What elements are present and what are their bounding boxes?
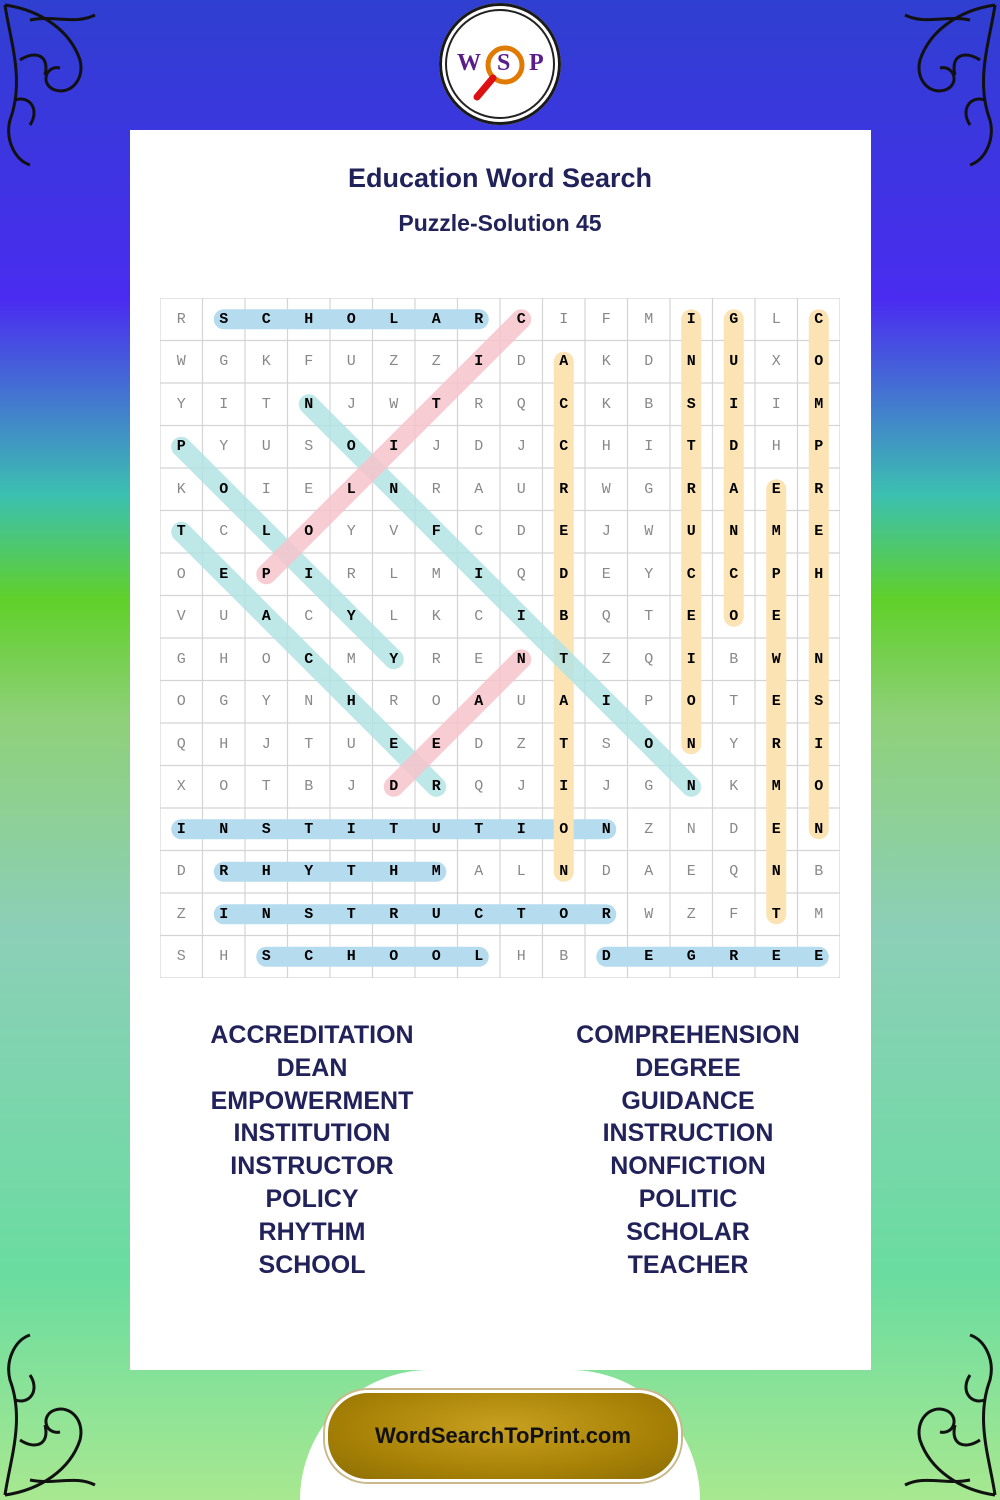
grid-cell[interactable]: U: [516, 693, 526, 711]
grid-cell[interactable]: C: [304, 650, 314, 668]
grid-cell[interactable]: Y: [304, 863, 314, 881]
word-list-item: COMPREHENSION: [576, 1021, 800, 1049]
grid-cell[interactable]: P: [814, 438, 824, 456]
puzzle-subtitle: Puzzle-Solution 45: [398, 210, 602, 236]
grid-cell[interactable]: L: [516, 863, 526, 881]
grid-cell[interactable]: Y: [219, 438, 229, 456]
grid-cell[interactable]: B: [729, 650, 739, 668]
grid-cell[interactable]: C: [559, 438, 569, 456]
grid-cell[interactable]: F: [729, 905, 739, 923]
grid-cell[interactable]: A: [559, 693, 569, 711]
word-list-item: POLICY: [265, 1184, 359, 1213]
grid-cell[interactable]: K: [261, 353, 271, 371]
grid-cell[interactable]: C: [304, 948, 314, 966]
grid-cell[interactable]: W: [644, 905, 654, 923]
grid-cell[interactable]: T: [304, 820, 314, 838]
grid-cell[interactable]: T: [474, 820, 484, 838]
grid-cell[interactable]: H: [389, 863, 399, 881]
grid-cell[interactable]: E: [771, 480, 781, 498]
grid-cell[interactable]: O: [814, 778, 824, 796]
grid-cell[interactable]: M: [431, 863, 441, 881]
grid-cell[interactable]: R: [474, 310, 484, 328]
grid-cell[interactable]: T: [261, 778, 271, 796]
grid-cell[interactable]: I: [686, 310, 696, 328]
grid-cell[interactable]: R: [729, 948, 739, 966]
grid-cell[interactable]: E: [601, 565, 611, 583]
grid-cell[interactable]: E: [771, 608, 781, 626]
grid-cell[interactable]: H: [771, 438, 781, 456]
grid-cell[interactable]: F: [431, 523, 441, 541]
grid-cell[interactable]: O: [729, 608, 739, 626]
grid-cell[interactable]: E: [431, 735, 441, 753]
grid-cell[interactable]: R: [431, 480, 441, 498]
grid-cell[interactable]: M: [814, 905, 824, 923]
word-list-item: INSTRUCTION: [602, 1119, 774, 1148]
grid-cell[interactable]: B: [814, 863, 824, 881]
grid-cell[interactable]: U: [219, 608, 229, 626]
grid-cell[interactable]: D: [729, 438, 739, 456]
grid-cell[interactable]: C: [474, 905, 484, 923]
grid-cell[interactable]: G: [644, 480, 654, 498]
grid-cell[interactable]: W: [644, 523, 654, 541]
grid-cell[interactable]: Z: [389, 353, 399, 371]
grid-cell[interactable]: R: [431, 778, 441, 796]
grid-cell[interactable]: B: [559, 948, 569, 966]
grid-cell[interactable]: J: [516, 778, 526, 796]
grid-cell[interactable]: D: [389, 778, 399, 796]
grid-cell[interactable]: O: [261, 650, 271, 668]
grid-cell[interactable]: Y: [176, 395, 186, 413]
grid-cell[interactable]: S: [304, 438, 314, 456]
word-list-item: DEAN: [276, 1053, 348, 1082]
grid-cell[interactable]: N: [686, 820, 696, 838]
grid-cell[interactable]: Y: [346, 523, 356, 541]
grid-cell[interactable]: T: [431, 395, 441, 413]
grid-cell[interactable]: G: [176, 650, 186, 668]
grid-cell[interactable]: U: [686, 523, 696, 541]
grid-cell[interactable]: N: [389, 480, 399, 498]
grid-cell[interactable]: S: [219, 310, 229, 328]
grid-cell[interactable]: I: [559, 778, 569, 796]
word-list-item: EMPOWERMENT: [210, 1086, 414, 1115]
word-list-item: TEACHER: [627, 1250, 749, 1279]
grid-cell[interactable]: M: [431, 565, 441, 583]
word-list-item: DEGREE: [635, 1053, 741, 1082]
grid-cell[interactable]: H: [219, 735, 229, 753]
grid-cell[interactable]: A: [474, 480, 484, 498]
grid-cell[interactable]: T: [304, 735, 314, 753]
grid-cell[interactable]: I: [516, 608, 526, 626]
grid-cell[interactable]: R: [219, 863, 229, 881]
grid-cell[interactable]: R: [686, 480, 696, 498]
logo-letter-s: S: [497, 50, 511, 76]
grid-cell[interactable]: H: [219, 948, 229, 966]
grid-cell[interactable]: G: [729, 310, 739, 328]
grid-cell[interactable]: N: [814, 650, 824, 668]
grid-cell[interactable]: T: [516, 905, 526, 923]
grid-cell[interactable]: D: [516, 353, 526, 371]
grid-cell[interactable]: Q: [601, 608, 611, 626]
grid-cell[interactable]: B: [304, 778, 314, 796]
grid-cell[interactable]: Y: [729, 735, 739, 753]
grid-cell[interactable]: A: [261, 608, 271, 626]
grid-cell[interactable]: K: [729, 778, 739, 796]
grid-cell[interactable]: S: [304, 905, 314, 923]
grid-cell[interactable]: A: [431, 310, 441, 328]
grid-cell[interactable]: R: [814, 480, 824, 498]
grid-cell[interactable]: S: [176, 948, 186, 966]
grid-cell[interactable]: N: [261, 905, 271, 923]
grid-cell[interactable]: W: [601, 480, 611, 498]
grid-cell[interactable]: O: [346, 310, 356, 328]
grid-cell[interactable]: I: [346, 820, 356, 838]
grid-cell[interactable]: I: [814, 735, 824, 753]
site-link-label: WordSearchToPrint.com: [375, 1423, 631, 1448]
grid-cell[interactable]: A: [729, 480, 739, 498]
grid-cell[interactable]: J: [346, 395, 356, 413]
grid-cell[interactable]: L: [771, 310, 781, 328]
corner-ornament-bottom-right: [850, 1330, 1000, 1500]
grid-cell[interactable]: L: [261, 523, 271, 541]
grid-cell[interactable]: I: [559, 310, 569, 328]
grid-cell[interactable]: Y: [644, 565, 654, 583]
grid-cell[interactable]: U: [346, 353, 356, 371]
grid-cell[interactable]: A: [559, 353, 569, 371]
grid-cell[interactable]: H: [601, 438, 611, 456]
word-list-item: ACCREDITATION: [210, 1021, 414, 1049]
grid-cell[interactable]: K: [176, 480, 186, 498]
grid-cell[interactable]: Z: [176, 905, 186, 923]
grid-cell[interactable]: I: [644, 438, 654, 456]
grid-cell[interactable]: T: [346, 863, 356, 881]
grid-cell[interactable]: S: [814, 693, 824, 711]
grid-cell[interactable]: F: [601, 310, 611, 328]
corner-ornament-top-right: [850, 0, 1000, 170]
grid-cell[interactable]: J: [601, 778, 611, 796]
grid-cell[interactable]: E: [219, 565, 229, 583]
grid-cell[interactable]: N: [304, 693, 314, 711]
grid-cell[interactable]: J: [516, 438, 526, 456]
grid-cell[interactable]: I: [516, 820, 526, 838]
grid-cell[interactable]: T: [559, 735, 569, 753]
grid-cell[interactable]: S: [601, 735, 611, 753]
grid-cell[interactable]: U: [346, 735, 356, 753]
grid-cell[interactable]: E: [686, 608, 696, 626]
grid-cell[interactable]: D: [559, 565, 569, 583]
grid-cell[interactable]: J: [261, 735, 271, 753]
grid-cell[interactable]: U: [431, 820, 441, 838]
grid-cell[interactable]: L: [389, 310, 399, 328]
grid-cell[interactable]: C: [219, 523, 229, 541]
grid-cell[interactable]: I: [601, 693, 611, 711]
grid-cell[interactable]: S: [261, 948, 271, 966]
word-list-item: RHYTHM: [258, 1217, 366, 1246]
grid-cell[interactable]: C: [686, 565, 696, 583]
grid-cell[interactable]: K: [601, 353, 611, 371]
grid-cell[interactable]: D: [729, 820, 739, 838]
grid-cell[interactable]: D: [644, 353, 654, 371]
grid-cell[interactable]: N: [686, 778, 696, 796]
grid-cell[interactable]: E: [559, 523, 569, 541]
grid-cell[interactable]: H: [516, 948, 526, 966]
word-list-item: INSTRUCTOR: [230, 1152, 394, 1181]
grid-cell[interactable]: C: [304, 608, 314, 626]
grid-cell[interactable]: J: [346, 778, 356, 796]
word-list-item: SCHOOL: [258, 1250, 366, 1279]
grid-cell[interactable]: I: [771, 395, 781, 413]
grid-cell[interactable]: G: [219, 693, 229, 711]
grid-cell[interactable]: H: [304, 310, 314, 328]
grid-cell[interactable]: O: [814, 353, 824, 371]
grid-cell[interactable]: R: [389, 905, 399, 923]
grid-cell[interactable]: D: [474, 438, 484, 456]
grid-cell[interactable]: S: [261, 820, 271, 838]
grid-cell[interactable]: U: [431, 905, 441, 923]
grid-cell[interactable]: T: [771, 905, 781, 923]
grid-cell[interactable]: I: [261, 480, 271, 498]
grid-cell[interactable]: E: [304, 480, 314, 498]
grid-cell[interactable]: K: [601, 395, 611, 413]
grid-cell[interactable]: T: [644, 608, 654, 626]
grid-cell[interactable]: J: [601, 523, 611, 541]
grid-cell[interactable]: N: [559, 863, 569, 881]
grid-cell[interactable]: N: [601, 820, 611, 838]
grid-cell[interactable]: O: [431, 693, 441, 711]
grid-cell[interactable]: Q: [516, 565, 526, 583]
word-list-left: [162, 1019, 462, 1281]
grid-cell[interactable]: Y: [389, 650, 399, 668]
grid-cell[interactable]: M: [771, 523, 781, 541]
grid-cell[interactable]: R: [474, 395, 484, 413]
grid-cell[interactable]: N: [814, 820, 824, 838]
site-logo[interactable]: [439, 3, 561, 125]
corner-ornament-top-left: [0, 0, 150, 170]
grid-cell[interactable]: C: [261, 310, 271, 328]
grid-cell[interactable]: X: [176, 778, 186, 796]
grid-cell[interactable]: W: [389, 395, 399, 413]
grid-cell[interactable]: I: [176, 820, 186, 838]
grid-cell[interactable]: A: [644, 863, 654, 881]
grid-cell[interactable]: B: [559, 608, 569, 626]
grid-cell[interactable]: I: [389, 438, 399, 456]
grid-cell[interactable]: O: [559, 820, 569, 838]
grid-cell[interactable]: N: [771, 863, 781, 881]
grid-cell[interactable]: T: [261, 395, 271, 413]
grid-cell[interactable]: T: [389, 820, 399, 838]
grid-cell[interactable]: I: [686, 650, 696, 668]
grid-cell[interactable]: A: [474, 693, 484, 711]
grid-cell[interactable]: N: [686, 735, 696, 753]
grid-cell[interactable]: L: [389, 608, 399, 626]
grid-cell[interactable]: N: [686, 353, 696, 371]
grid-cell[interactable]: T: [176, 523, 186, 541]
grid-cell[interactable]: C: [814, 310, 824, 328]
grid-cell[interactable]: V: [176, 608, 186, 626]
grid-cell[interactable]: D: [601, 863, 611, 881]
grid-cell[interactable]: L: [389, 565, 399, 583]
grid-cell[interactable]: R: [176, 310, 186, 328]
grid-cell[interactable]: E: [644, 948, 654, 966]
grid-cell[interactable]: Z: [601, 650, 611, 668]
grid-cell[interactable]: M: [346, 650, 356, 668]
grid-cell[interactable]: Y: [346, 608, 356, 626]
grid-cell[interactable]: O: [686, 693, 696, 711]
grid-cell[interactable]: O: [644, 735, 654, 753]
grid-cell[interactable]: O: [304, 523, 314, 541]
grid-cell[interactable]: G: [219, 353, 229, 371]
grid-cell[interactable]: O: [176, 565, 186, 583]
grid-cell[interactable]: C: [516, 310, 526, 328]
grid-cell[interactable]: E: [771, 820, 781, 838]
logo-badge: [445, 9, 555, 119]
grid-cell[interactable]: C: [474, 608, 484, 626]
grid-cell[interactable]: S: [686, 395, 696, 413]
grid-cell[interactable]: I: [304, 565, 314, 583]
grid-cell[interactable]: B: [644, 395, 654, 413]
grid-cell[interactable]: N: [516, 650, 526, 668]
grid-cell[interactable]: I: [474, 353, 484, 371]
grid-cell[interactable]: I: [729, 395, 739, 413]
grid-cell[interactable]: E: [474, 650, 484, 668]
grid-cell[interactable]: G: [686, 948, 696, 966]
grid-cell[interactable]: H: [814, 565, 824, 583]
grid-cell[interactable]: T: [686, 438, 696, 456]
grid-cell[interactable]: H: [346, 948, 356, 966]
grid-cell[interactable]: Q: [516, 395, 526, 413]
grid-cell[interactable]: H: [261, 863, 271, 881]
grid-cell[interactable]: I: [219, 905, 229, 923]
grid-cell[interactable]: J: [431, 438, 441, 456]
grid-cell[interactable]: N: [219, 820, 229, 838]
grid-cell[interactable]: Q: [176, 735, 186, 753]
logo-letter-w: W: [457, 50, 481, 76]
grid-cell[interactable]: D: [516, 523, 526, 541]
grid-cell[interactable]: M: [644, 310, 654, 328]
grid-cell[interactable]: Y: [261, 693, 271, 711]
grid-cell[interactable]: U: [516, 480, 526, 498]
grid-cell[interactable]: E: [686, 863, 696, 881]
grid-cell[interactable]: Z: [516, 735, 526, 753]
grid-cell[interactable]: K: [431, 608, 441, 626]
word-list-item: GUIDANCE: [621, 1086, 755, 1115]
grid-cell[interactable]: E: [814, 948, 824, 966]
grid-cell[interactable]: Z: [686, 905, 696, 923]
grid-cell[interactable]: A: [474, 863, 484, 881]
grid-cell[interactable]: O: [389, 948, 399, 966]
grid-cell[interactable]: P: [644, 693, 654, 711]
grid-cell[interactable]: O: [346, 438, 356, 456]
word-list-item: INSTITUTION: [233, 1119, 391, 1148]
grid-cell[interactable]: C: [474, 523, 484, 541]
grid-cell[interactable]: N: [304, 395, 314, 413]
grid-cell[interactable]: P: [261, 565, 271, 583]
grid-cell[interactable]: U: [729, 353, 739, 371]
word-list-item: NONFICTION: [610, 1152, 766, 1181]
grid-cell[interactable]: H: [346, 693, 356, 711]
grid-cell[interactable]: R: [389, 693, 399, 711]
grid-cell[interactable]: E: [389, 735, 399, 753]
grid-cell[interactable]: T: [346, 905, 356, 923]
grid-cell[interactable]: X: [771, 353, 781, 371]
word-search-grid[interactable]: [160, 298, 840, 978]
grid-cell[interactable]: O: [559, 905, 569, 923]
logo-letter-p: P: [529, 50, 544, 76]
grid-cell[interactable]: Q: [729, 863, 739, 881]
grid-cell[interactable]: D: [176, 863, 186, 881]
grid-cell[interactable]: O: [219, 480, 229, 498]
grid-cell[interactable]: W: [176, 353, 186, 371]
grid-cell[interactable]: R: [431, 650, 441, 668]
grid-cell[interactable]: G: [644, 778, 654, 796]
grid-cell[interactable]: T: [729, 693, 739, 711]
grid-cell[interactable]: N: [729, 523, 739, 541]
site-link-button[interactable]: [325, 1390, 681, 1482]
grid-cell[interactable]: F: [304, 353, 314, 371]
grid-cell[interactable]: V: [389, 523, 399, 541]
puzzle-title: Education Word Search: [347, 163, 653, 193]
grid-cell[interactable]: R: [559, 480, 569, 498]
grid-cell[interactable]: H: [219, 650, 229, 668]
grid-cell[interactable]: Z: [431, 353, 441, 371]
grid-cell[interactable]: T: [559, 650, 569, 668]
grid-cell[interactable]: I: [219, 395, 229, 413]
grid-cell[interactable]: U: [261, 438, 271, 456]
word-list-right: [538, 1019, 838, 1281]
grid-cell[interactable]: D: [474, 735, 484, 753]
grid-cell[interactable]: E: [771, 693, 781, 711]
grid-cell[interactable]: P: [176, 438, 186, 456]
grid-cell[interactable]: Q: [644, 650, 654, 668]
word-list-item: SCHOLAR: [626, 1217, 750, 1246]
grid-cell[interactable]: Z: [644, 820, 654, 838]
grid-cell[interactable]: R: [771, 735, 781, 753]
grid-cell[interactable]: W: [771, 650, 781, 668]
grid-cell[interactable]: O: [431, 948, 441, 966]
grid-cell[interactable]: E: [814, 523, 824, 541]
grid-cell[interactable]: D: [601, 948, 611, 966]
grid-cell[interactable]: R: [346, 565, 356, 583]
corner-ornament-bottom-left: [0, 1330, 150, 1500]
grid-cell[interactable]: I: [474, 565, 484, 583]
grid-cell[interactable]: M: [771, 778, 781, 796]
grid-cell[interactable]: O: [176, 693, 186, 711]
grid-cell[interactable]: C: [559, 395, 569, 413]
grid-cell[interactable]: Q: [474, 778, 484, 796]
grid-cell[interactable]: C: [729, 565, 739, 583]
grid-cell[interactable]: P: [771, 565, 781, 583]
grid-cell[interactable]: O: [219, 778, 229, 796]
word-list-item: POLITIC: [638, 1184, 738, 1213]
grid-cell[interactable]: M: [814, 395, 824, 413]
grid-cell[interactable]: E: [771, 948, 781, 966]
grid-cell[interactable]: R: [601, 905, 611, 923]
grid-cell[interactable]: L: [474, 948, 484, 966]
grid-cell[interactable]: L: [346, 480, 356, 498]
